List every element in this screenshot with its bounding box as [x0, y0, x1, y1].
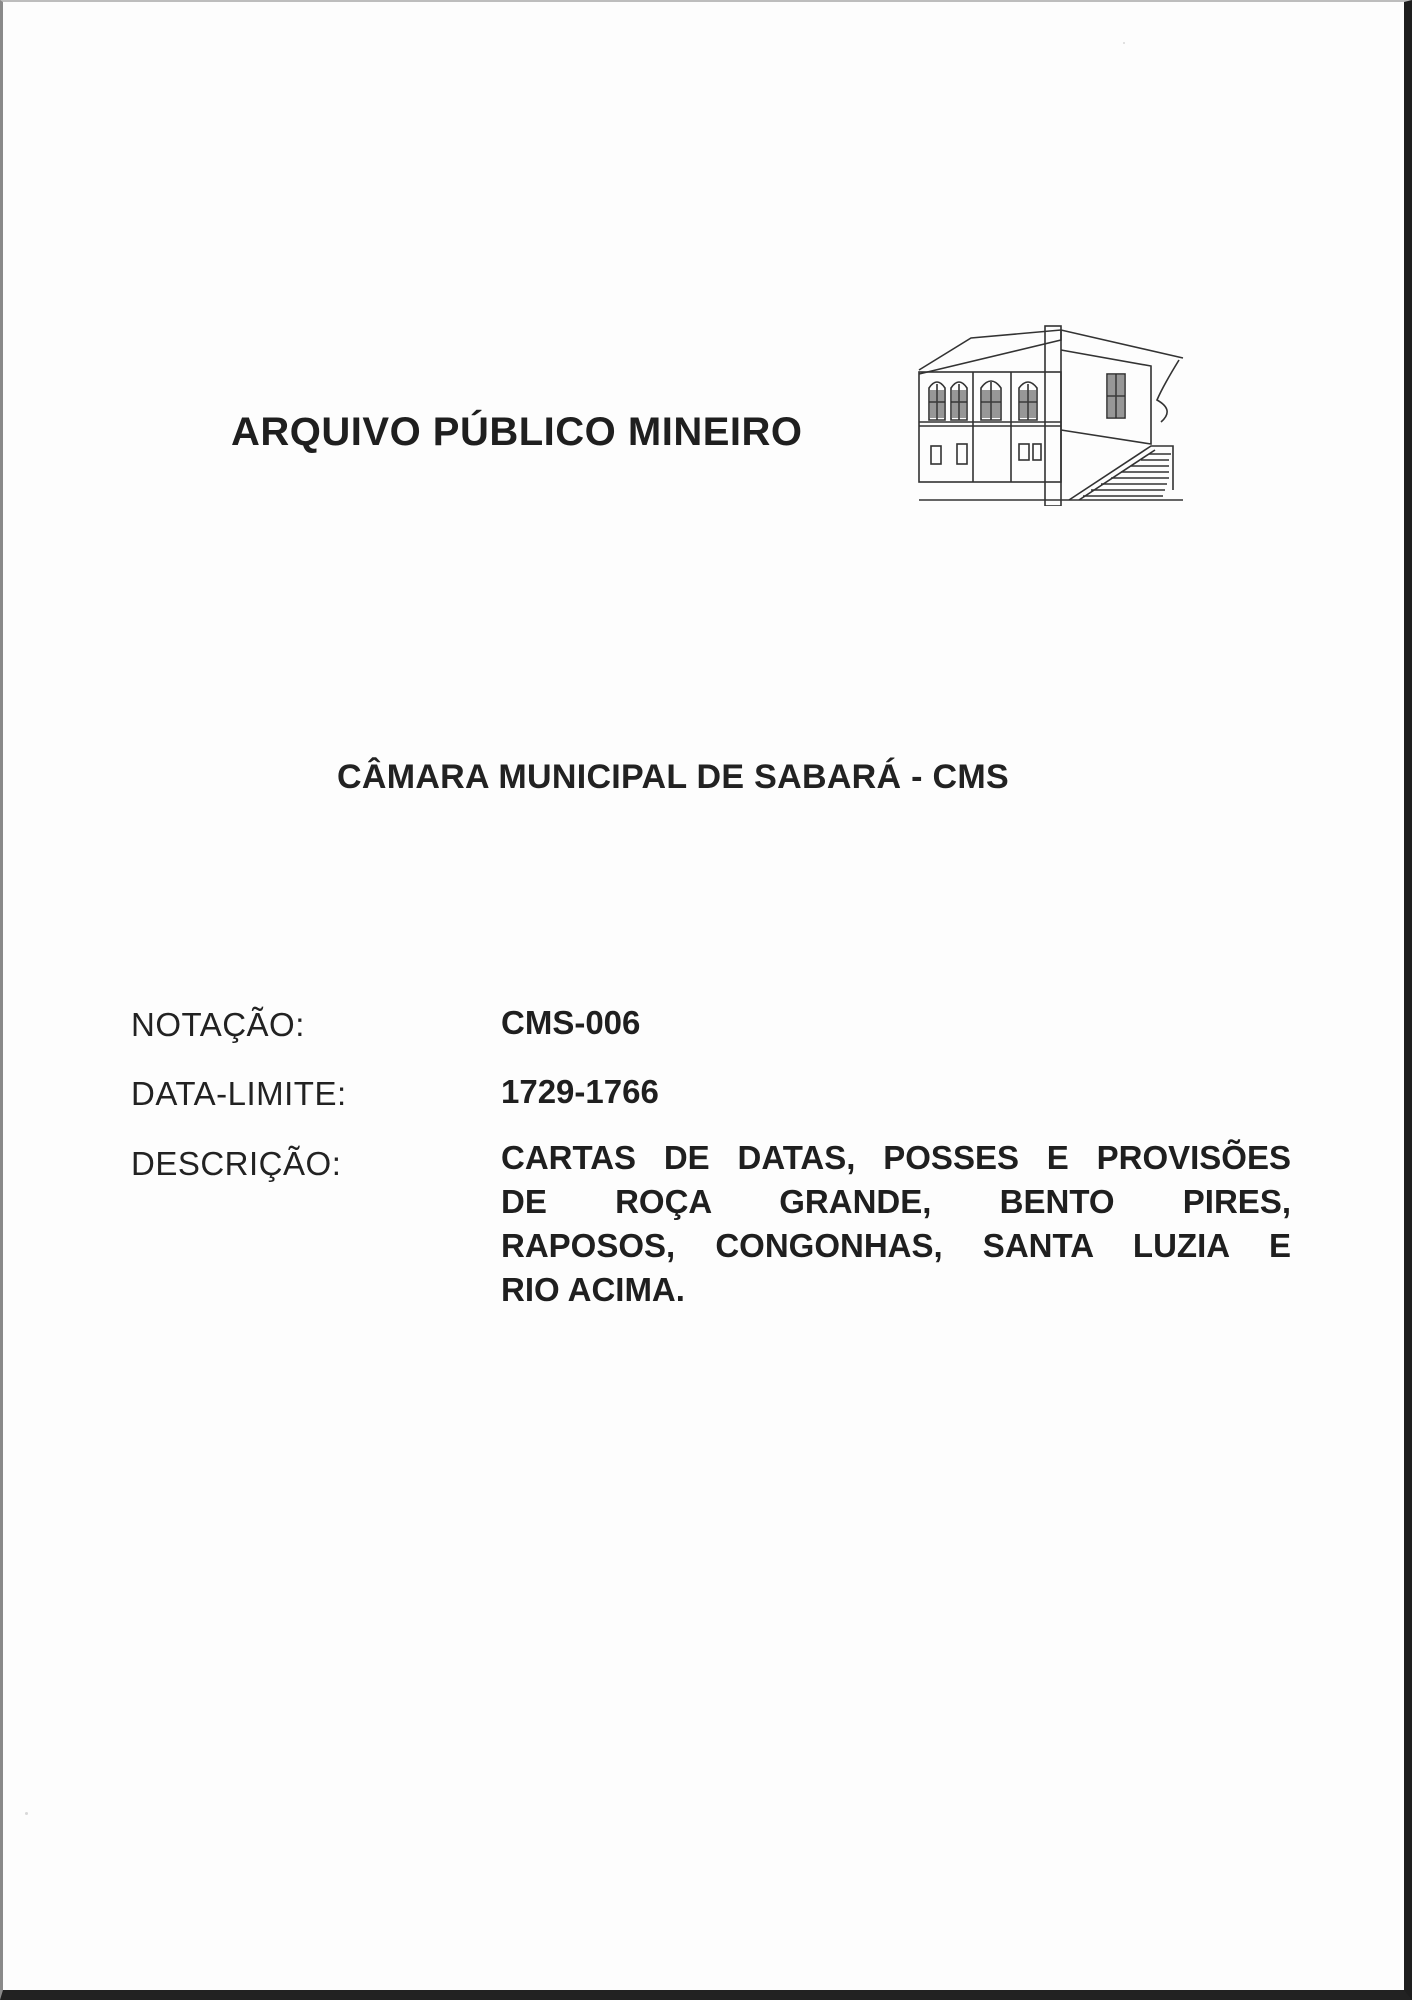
scan-speck	[1123, 42, 1125, 44]
descricao-line: RIO ACIMA.	[501, 1271, 685, 1308]
notacao-label: NOTAÇÃO:	[131, 1006, 305, 1043]
fonds-title: CÂMARA MUNICIPAL DE SABARÁ - CMS	[337, 758, 1009, 796]
descricao-line: RAPOSOS, CONGONHAS, SANTA LUZIA E	[501, 1227, 1291, 1264]
descricao-label: DESCRIÇÃO:	[131, 1145, 342, 1182]
descricao-line: DE ROÇA GRANDE, BENTO PIRES,	[501, 1183, 1291, 1220]
data-limite-label: DATA-LIMITE:	[131, 1075, 347, 1112]
data-limite-value: 1729-1766	[501, 1073, 659, 1110]
building-sketch-icon	[911, 310, 1193, 506]
archive-title: ARQUIVO PÚBLICO MINEIRO	[231, 410, 803, 454]
descricao-line: CARTAS DE DATAS, POSSES E PROVISÕES	[501, 1139, 1291, 1176]
descricao-value	[501, 1136, 1291, 1312]
notacao-value: CMS-006	[501, 1004, 641, 1041]
scan-speck	[25, 1812, 28, 1815]
